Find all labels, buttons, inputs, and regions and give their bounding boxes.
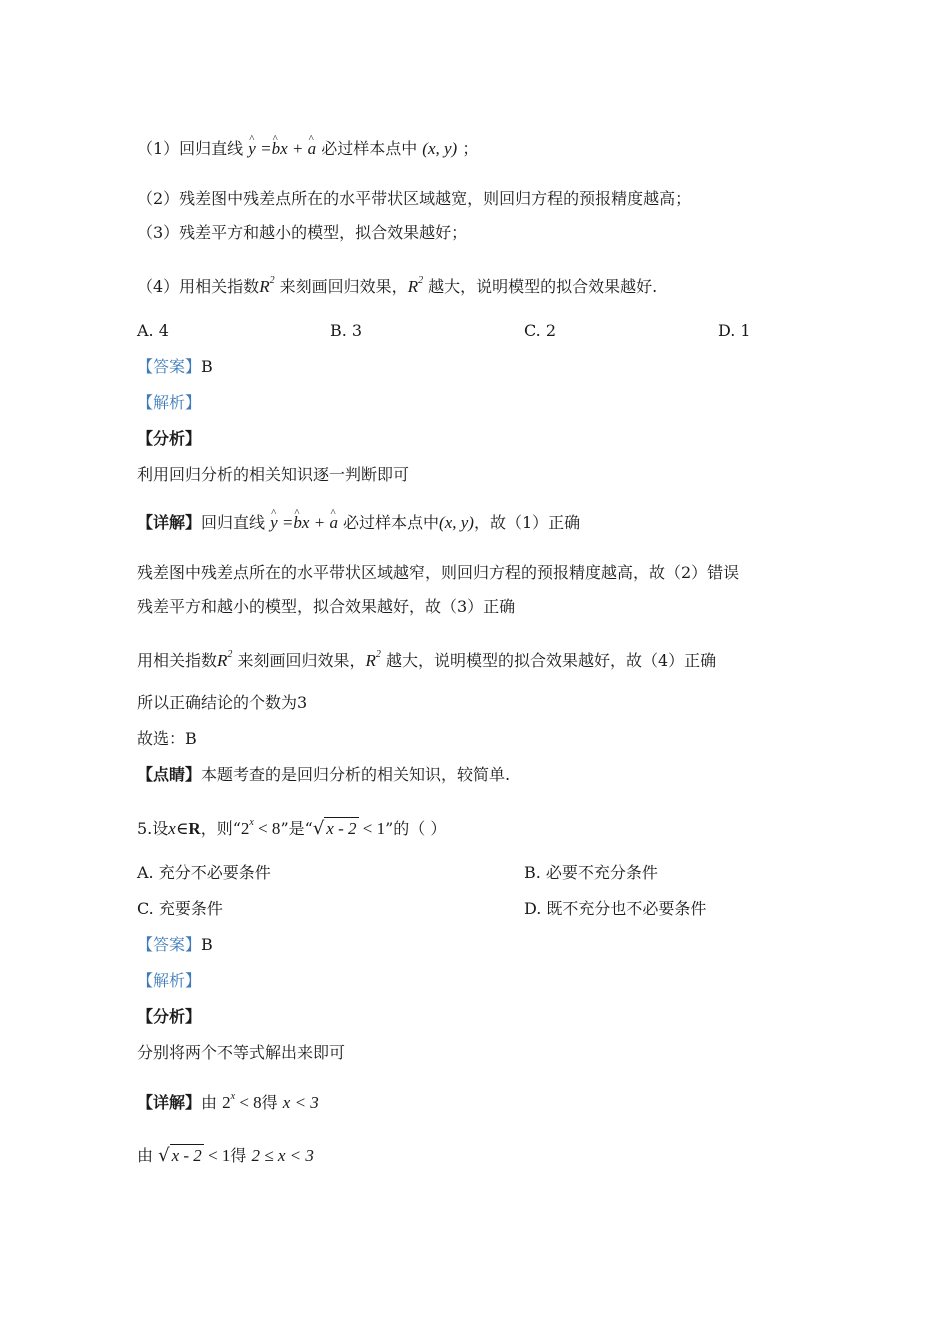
r-squared-symbol-4: $R^2$: [365, 649, 381, 670]
item-1: [137, 138, 478, 160]
r-squared-symbol: $R^2$: [259, 275, 275, 296]
q4-fenxi: 利用回归分析的相关知识逐一判断即可: [137, 465, 410, 484]
result-1: x < 3: [282, 1093, 319, 1112]
item-4: （4）用相关指数$R^2$ 来刻画回归效果，$R^2$ 越大，说明模型的拟合效果越好.: [137, 275, 658, 296]
inequality-2: √ x - 2 < 1: [158, 1145, 231, 1166]
q5-detail-1: 【详解】由 $2^x < 8$得 x < 3: [137, 1091, 319, 1112]
q5-analysis-tag: 【解析】: [137, 971, 202, 990]
q5-question: 5.设x∈R，则“$2^x < 8$”是“√ x - 2 < 1”的（ ）: [137, 817, 447, 839]
item-1-end: ；: [462, 139, 479, 158]
item-2: （2）残差图中残差点所在的水平带状区域越宽，则回归方程的预报精度越高；: [137, 189, 692, 208]
q5-fenxi: 分别将两个不等式解出来即可: [137, 1043, 346, 1062]
q5-option-c: C. 充要条件: [137, 899, 223, 918]
r-squared-symbol-3: $R^2$: [217, 649, 233, 670]
q5-detail-2: 由 √ x - 2 < 1得 2 ≤ x < 3: [137, 1145, 314, 1166]
q4-dianjing: 【点睛】本题考查的是回归分析的相关知识，较简单.: [137, 765, 511, 784]
q4-detail-4: 用相关指数$R^2$ 来刻画回归效果，$R^2$ 越大，说明模型的拟合效果越好，故（4）正确: [137, 649, 717, 670]
q4-analysis-tag: 【解析】: [137, 393, 202, 412]
answer-tag: 【答案】: [137, 357, 202, 376]
q4-answer: 【答案】B: [137, 357, 213, 376]
q5-option-d: D. 既不充分也不必要条件: [524, 899, 707, 918]
q4-detail-5: 所以正确结论的个数为3: [137, 693, 308, 712]
q4-detail-6: 故选：B: [137, 729, 197, 748]
r-squared-symbol-2: $R^2$: [407, 275, 424, 296]
regression-equation: ^ y =^ bx + ^ a: [248, 139, 316, 158]
q4-fenxi-tag: 【分析】: [137, 429, 202, 448]
q4-detail-2: 残差图中残差点所在的水平带状区域越窄，则回归方程的预报精度越高，故（2）错误: [137, 563, 740, 582]
item-3: （3）残差平方和越小的模型，拟合效果越好；: [137, 223, 468, 242]
regression-equation-2: ^ y =^ bx + ^ a: [270, 513, 338, 532]
q5-fenxi-tag: 【分析】: [137, 1007, 202, 1026]
q5-option-b: B. 必要不充分条件: [524, 863, 658, 882]
q4-option-c: C. 2: [524, 321, 557, 340]
sample-center-point-2: (x, y): [439, 513, 474, 532]
detail-tag: 【详解】: [137, 513, 202, 532]
dianjing-tag: 【点睛】: [137, 765, 202, 784]
inequality-1: $2^x < 8$: [222, 1091, 262, 1112]
q4-option-d: D. 1: [718, 321, 751, 340]
condition-1: $2^x < 8$: [240, 817, 281, 838]
q4-detail-3: 残差平方和越小的模型，拟合效果越好，故（3）正确: [137, 597, 516, 616]
q5-option-a: A. 充分不必要条件: [137, 863, 271, 882]
sample-center-point: (x, y): [422, 139, 458, 158]
condition-2: √ x - 2 < 1: [312, 818, 386, 839]
q5-answer: 【答案】B: [137, 935, 213, 954]
q4-option-a: A. 4: [137, 321, 169, 340]
result-2: 2 ≤ x < 3: [251, 1146, 314, 1165]
q4-option-b: B. 3: [330, 321, 363, 340]
q4-detail-1: 【详解】回归直线 ^ y =^ bx + ^ a 必过样本点中(x, y)，故（1）正确: [137, 512, 580, 534]
item-1-label: （1）回归直线: [137, 139, 244, 158]
item-1-after: 必过样本点中: [321, 139, 418, 158]
